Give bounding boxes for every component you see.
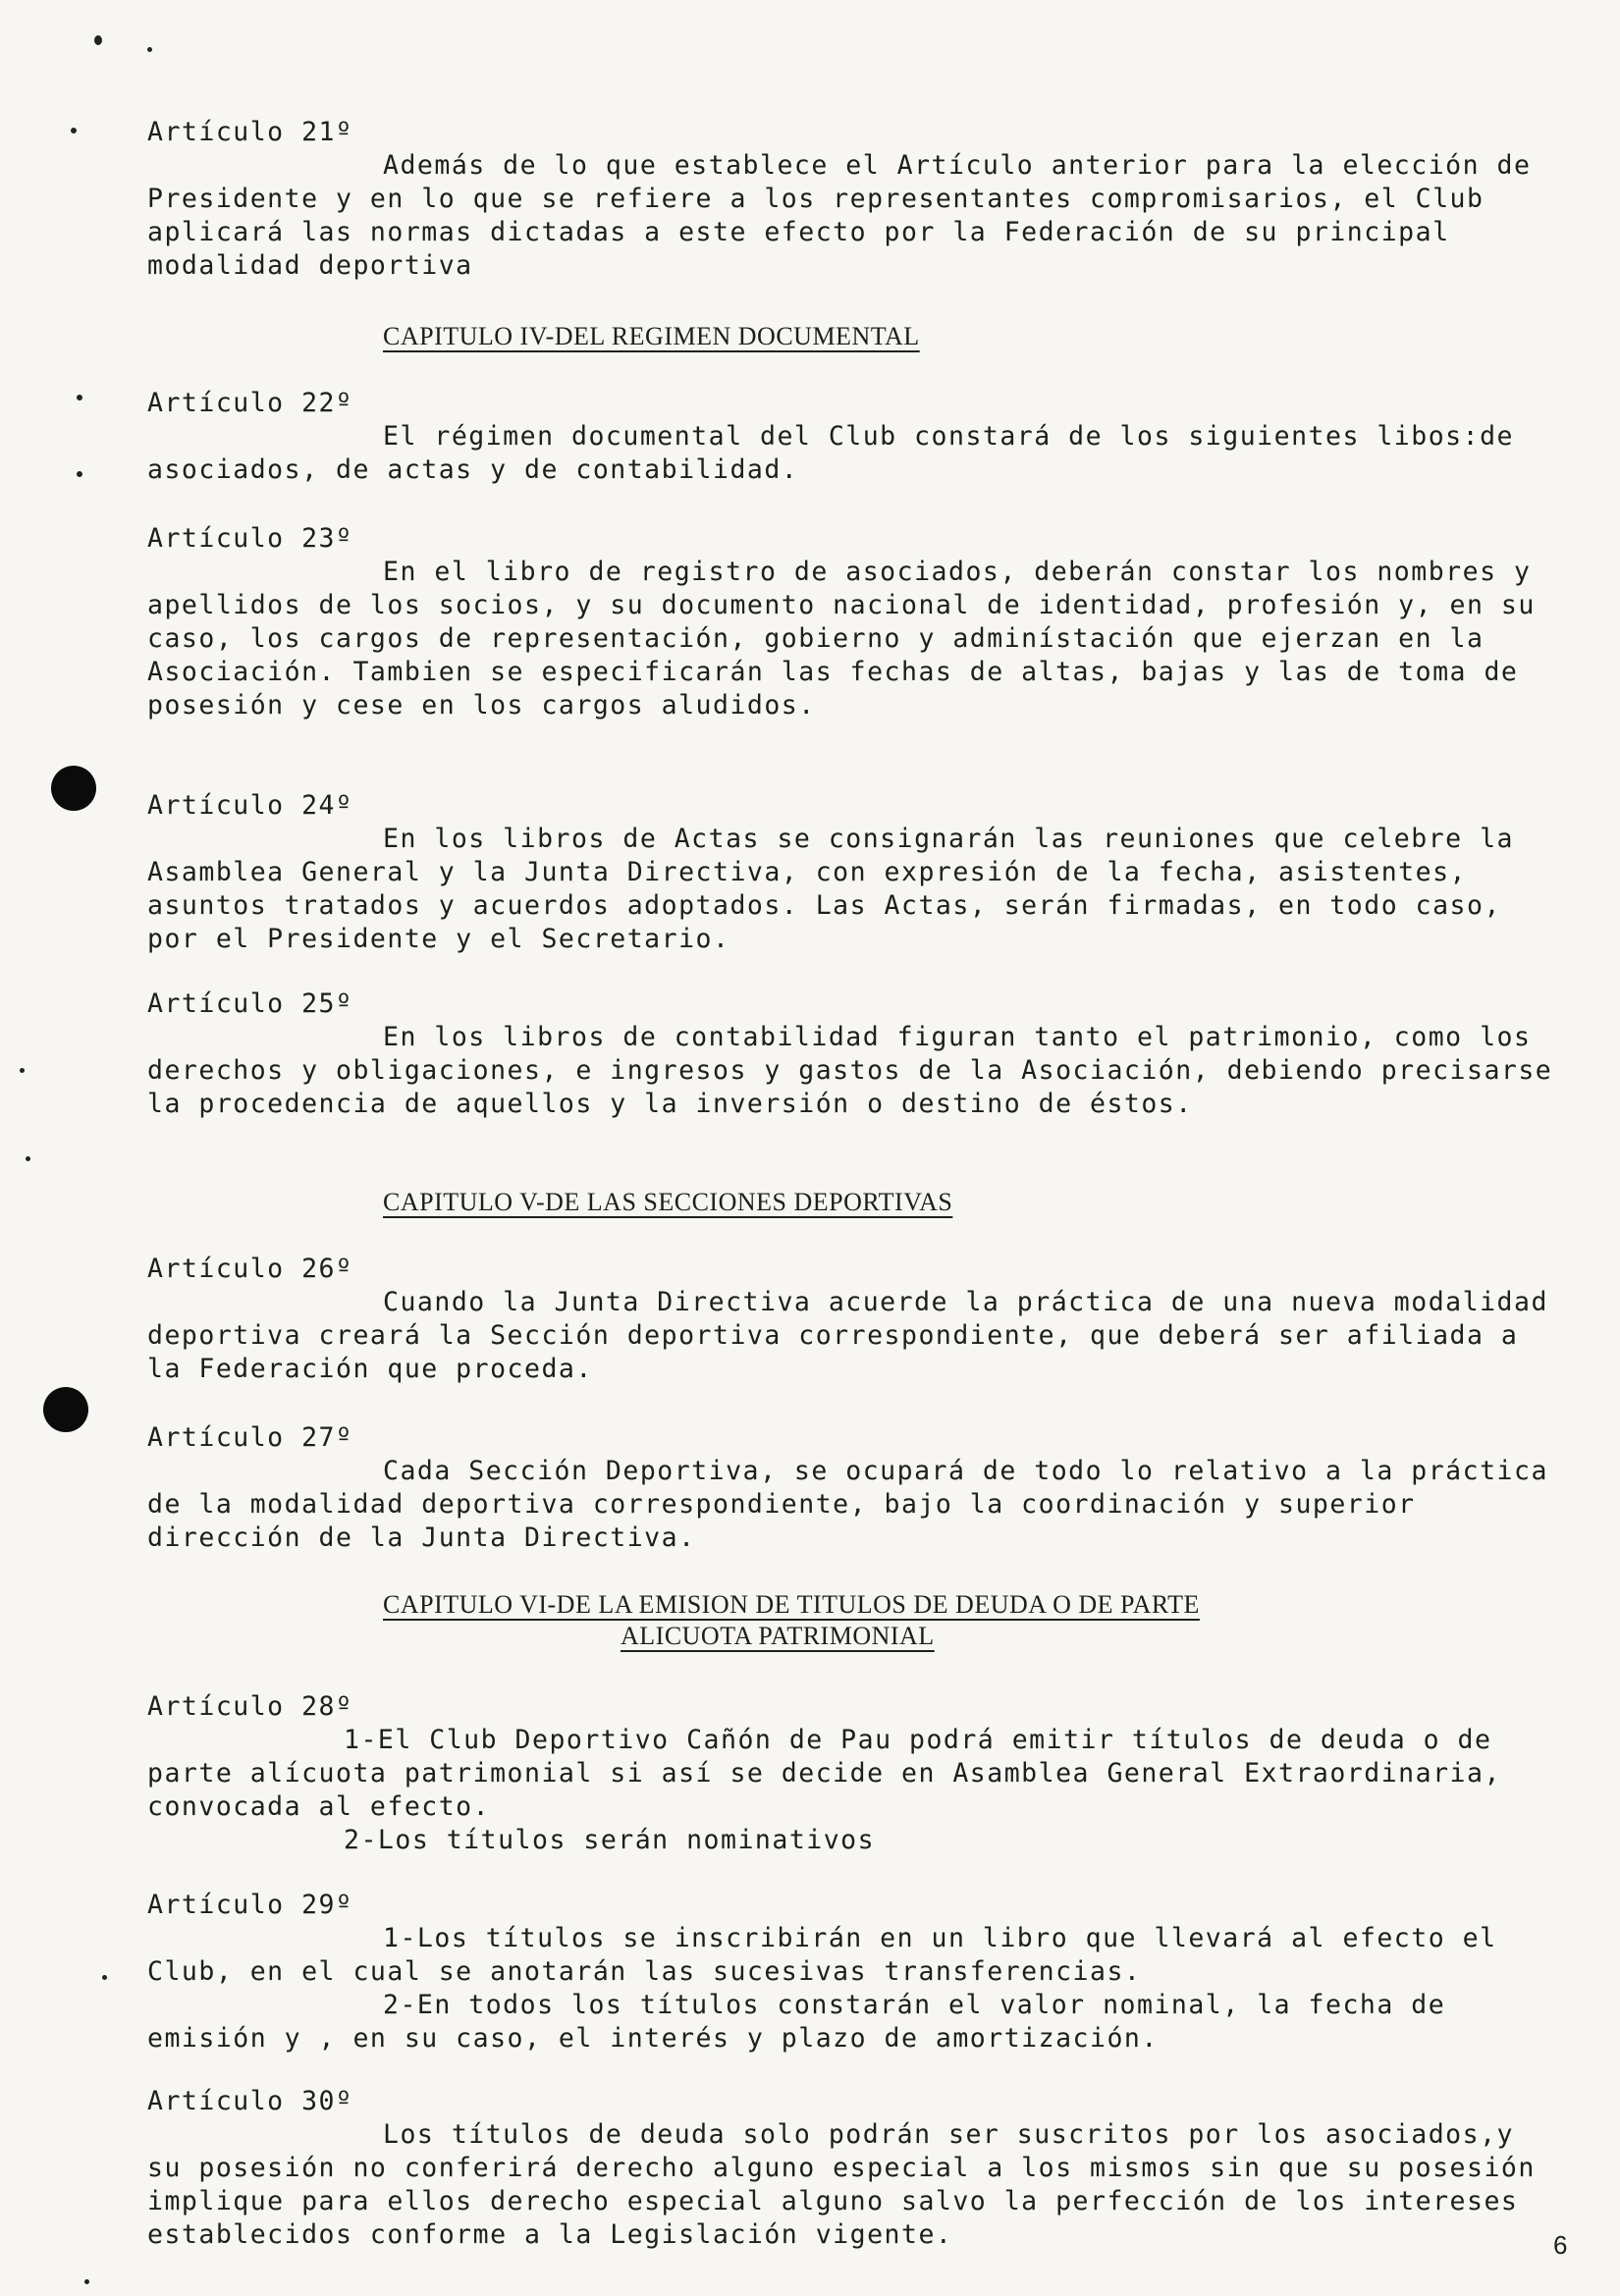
article-heading: Artículo 24º [147,790,353,821]
article-25 [147,988,1561,1121]
speck [147,47,152,52]
article-heading: Artículo 26º [147,1254,353,1284]
article-paragraph: Cuando la Junta Directiva acuerde la práctica de una nueva modalidad deportiva creará la Sección deportiva correspondiente, que deberá ser afiliada a la Federación que proceda. [147,1287,1548,1384]
article-paragraph: Además de lo que establece el Artículo anterior para la elección de Presidente y en lo que se refiere a los representantes compromisarios, el Club aplicará las normas dictadas a este efecto por la Federación de su principal modalidad deportiva [147,150,1532,281]
article-heading: Artículo 30º [147,2086,353,2116]
article-heading: Artículo 29º [147,1890,353,1920]
article-heading: Artículo 25º [147,988,353,1019]
chapter-heading-line-2: ALICUOTA PATRIMONIAL [621,1622,935,1650]
article-26 [147,1253,1561,1386]
article-28 [147,1690,1561,1857]
article-29 [147,1889,1561,2056]
article-paragraph: 1-Los títulos se inscribirán en un libro que llevará al efecto el Club, en el cual se anotarán las sucesivas transferencias. [147,1923,1497,1987]
punch-hole-top [51,766,96,811]
article-22 [147,387,1561,487]
article-paragraph: El régimen documental del Club constará de los siguientes libos:de asociados, de actas y de contabilidad. [147,421,1514,485]
article-paragraph: 2-Los títulos serán nominativos [344,1825,876,1855]
article-paragraph: 2-En todos los títulos constarán el valor nominal, la fecha de emisión y , en su caso, el interés y plazo de amortización. [147,1990,1446,2054]
article-paragraph: Cada Sección Deportiva, se ocupará de todo lo relativo a la práctica de la modalidad deportiva correspondiente, bajo la coordinación y superior dirección de la Junta Directiva. [147,1456,1548,1553]
speck [71,128,77,133]
article-heading: Artículo 21º [147,117,353,147]
speck [77,395,82,400]
article-paragraph: Los títulos de deuda solo podrán ser suscritos por los asociados,y su posesión no conferirá derecho alguno especial a los mismos sin que su posesión implique para ellos derecho especial alguno salvo la perfección de los intereses establecidos conforme a la Legislación vigente. [147,2119,1536,2250]
speck [102,1975,107,1980]
article-heading: Artículo 23º [147,523,353,554]
article-27 [147,1421,1561,1555]
article-paragraph: En los libros de Actas se consignarán las reuniones que celebre la Asamblea General y la Junta Directiva, con expresión de la fecha, asistentes, asuntos tratados y acuerdos adoptados. Las Actas, serán firmadas, en todo caso, por el Presidente y el Secretario. [147,824,1514,954]
speck [26,1156,30,1161]
article-paragraph: En el libro de registro de asociados, deberán constar los nombres y apellidos de los socios, y su documento nacional de identidad, profesión y, en su caso, los cargos de representación, gobierno y adminístación que ejerzan en la Asociación. Tambien se especificarán las fechas de altas, bajas y las de toma de posesión y cese en los cargos aludidos. [147,557,1536,721]
page-number: 6 [1553,2230,1568,2260]
article-heading: Artículo 22º [147,388,353,418]
speck [84,2279,89,2284]
article-24 [147,789,1561,956]
punch-hole-bottom [43,1387,88,1432]
speck [77,471,82,477]
article-heading: Artículo 28º [147,1691,353,1722]
chapter-heading: CAPITULO VI-DE LA EMISION DE TITULOS DE DEUDA O DE PARTE [383,1590,1200,1619]
article-30 [147,2085,1561,2252]
speck [20,1068,25,1073]
chapter-heading: CAPITULO IV-DEL REGIMEN DOCUMENTAL [383,322,920,350]
chapter-heading: CAPITULO V-DE LAS SECCIONES DEPORTIVAS [383,1188,953,1216]
article-heading: Artículo 27º [147,1422,353,1453]
article-paragraph: En los libros de contabilidad figuran tanto el patrimonio, como los derechos y obligaciones, e ingresos y gastos de la Asociación, debiendo precisarse la procedencia de aquellos y la inversión o destino de éstos. [147,1022,1553,1119]
article-paragraph: 1-El Club Deportivo Cañón de Pau podrá emitir títulos de deuda o de parte alícuota patrimonial si así se decide en Asamblea General Extraordinaria, convocada al efecto. [147,1725,1501,1822]
article-21 [147,116,1561,283]
article-23 [147,522,1561,722]
speck [94,35,102,45]
